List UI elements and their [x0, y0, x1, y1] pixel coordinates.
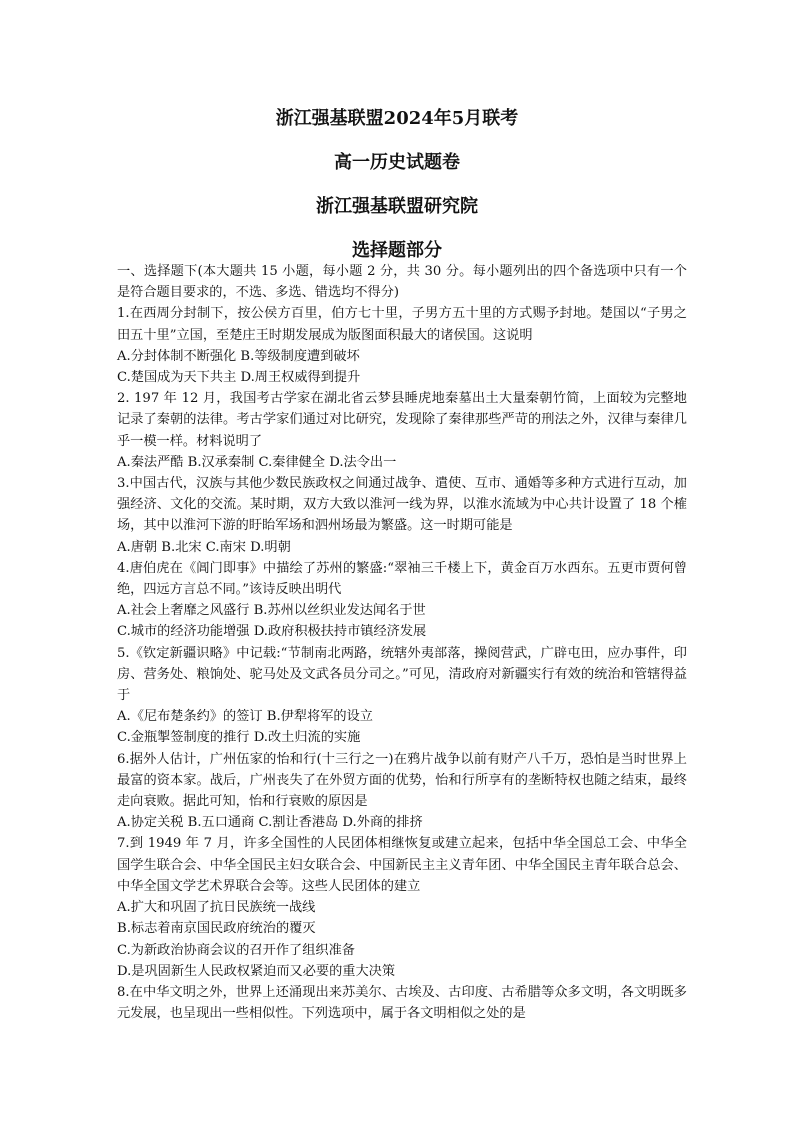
question-stem: 2. 197 年 12 月，我国考古学家在湖北省云梦县睡虎地秦墓出土大量秦朝竹简，上面较为完整地记录了秦朝的法律。考古学家们通过对比研究，发现除了秦律那些严苛的刑法之外，汉律与秦律几乎一模一样。材料说明了	[117, 391, 687, 449]
answer-options: B.标志着南京国民政府统治的覆灭	[117, 921, 316, 937]
organization-name: 浙江强基联盟研究院	[316, 196, 478, 217]
section-title: 选择题部分	[352, 240, 442, 261]
answer-options: A.《尼布楚条约》的签订 B.伊犁将军的设立	[117, 709, 373, 725]
answer-options: C.金瓶掣签制度的推行 D.改土归流的实施	[117, 730, 361, 746]
answer-options: D.是巩固新生人民政权紧迫而又必要的重大决策	[117, 963, 396, 979]
question-stem: 7.到 1949 年 7 月，许多全国性的人民团体相继恢复或建立起来，包括中华全国总工会、中华全国学生联合会、中华全国民主妇女联合会、中国新民主主义青年团、中华全国民主青年联合总会、中华全国文学艺术界联合会等。这些人民团体的建立	[117, 836, 687, 894]
exam-title: 浙江强基联盟2024年5月联考	[275, 108, 519, 129]
question-stem: 1.在西周分封制下，按公侯方百里，伯方七十里，子男方五十里的方式赐予封地。楚国以“子男之田五十里”立国，至楚庄王时期发展成为版图面积最大的诸侯国。这说明	[117, 306, 687, 343]
question-body	[117, 261, 687, 1024]
answer-options: A.秦法严酷 B.汉承秦制 C.秦律健全 D.法令出一	[117, 454, 397, 470]
question-stem: 5.《钦定新疆识略》中记载:“节制南北两路，统辖外夷部落，操阅营武，广辟屯田，应办事件，印房、营务处、粮饷处、驼马处及文武各员分司之。”可见，清政府对新疆实行有效的统治和管辖得益于	[117, 645, 687, 704]
question-stem: 6.据外人估计，广州伍家的怡和行(十三行之一)在鸦片战争以前有财产八千万，恐怕是当时世界上最富的资本家。战后，广州丧失了在外贸方面的优势，怡和行所享有的垄断特权也随之结束，最终走向衰败。据此可知，怡和行衰败的原因是	[117, 751, 687, 810]
answer-options: A.协定关税 B.五口通商 C.割让香港岛 D.外商的排挤	[117, 815, 423, 831]
answer-options: C.为新政治协商会议的召开作了组织准备	[117, 942, 355, 958]
paper-title: 高一历史试题卷	[334, 152, 460, 173]
answer-options: A.分封体制不断强化 B.等级制度遭到破坏	[117, 348, 360, 364]
answer-options: C.城市的经济功能增强 D.政府积极扶持市镇经济发展	[117, 624, 427, 640]
answer-options: A.唐朝 B.北宋 C.南宋 D.明朝	[117, 539, 291, 555]
question-stem: 8.在中华文明之外，世界上还涌现出来苏美尔、古埃及、古印度、古希腊等众多文明，各文明既多元发展，也呈现出一些相似性。下列选项中，属于各文明相似之处的是	[117, 984, 687, 1022]
answer-options: A.社会上奢靡之风盛行 B.苏州以丝织业发达闻名于世	[117, 603, 426, 619]
answer-options: A.扩大和巩固了抗日民族统一战线	[117, 900, 316, 916]
instructions: 一、选择题下(本大题共 15 小题，每小题 2 分，共 30 分。每小题列出的四个备选项中只有一个是符合题目要求的，不选、多选、错选均不得分)	[117, 264, 687, 301]
answer-options: C.楚国成为天下共主 D.周王权威得到提升	[117, 370, 361, 386]
question-stem: 4.唐伯虎在《阊门即事》中描绘了苏州的繁盛:“翠袖三千楼上下，黄金百万水西东。五更市贾何曾绝，四远方言总不同。”该诗反映出明代	[117, 560, 687, 598]
question-stem: 3.中国古代，汉族与其他少数民族政权之间通过战争、遣使、互市、通婚等多种方式进行互动，加强经济、文化的交流。某时期，双方大致以淮河一线为界，以淮水流域为中心共计设置了 18 个榷场，其中以淮河下游的盱眙军场和泗州场最为繁盛。这一时期可能是	[117, 476, 687, 534]
